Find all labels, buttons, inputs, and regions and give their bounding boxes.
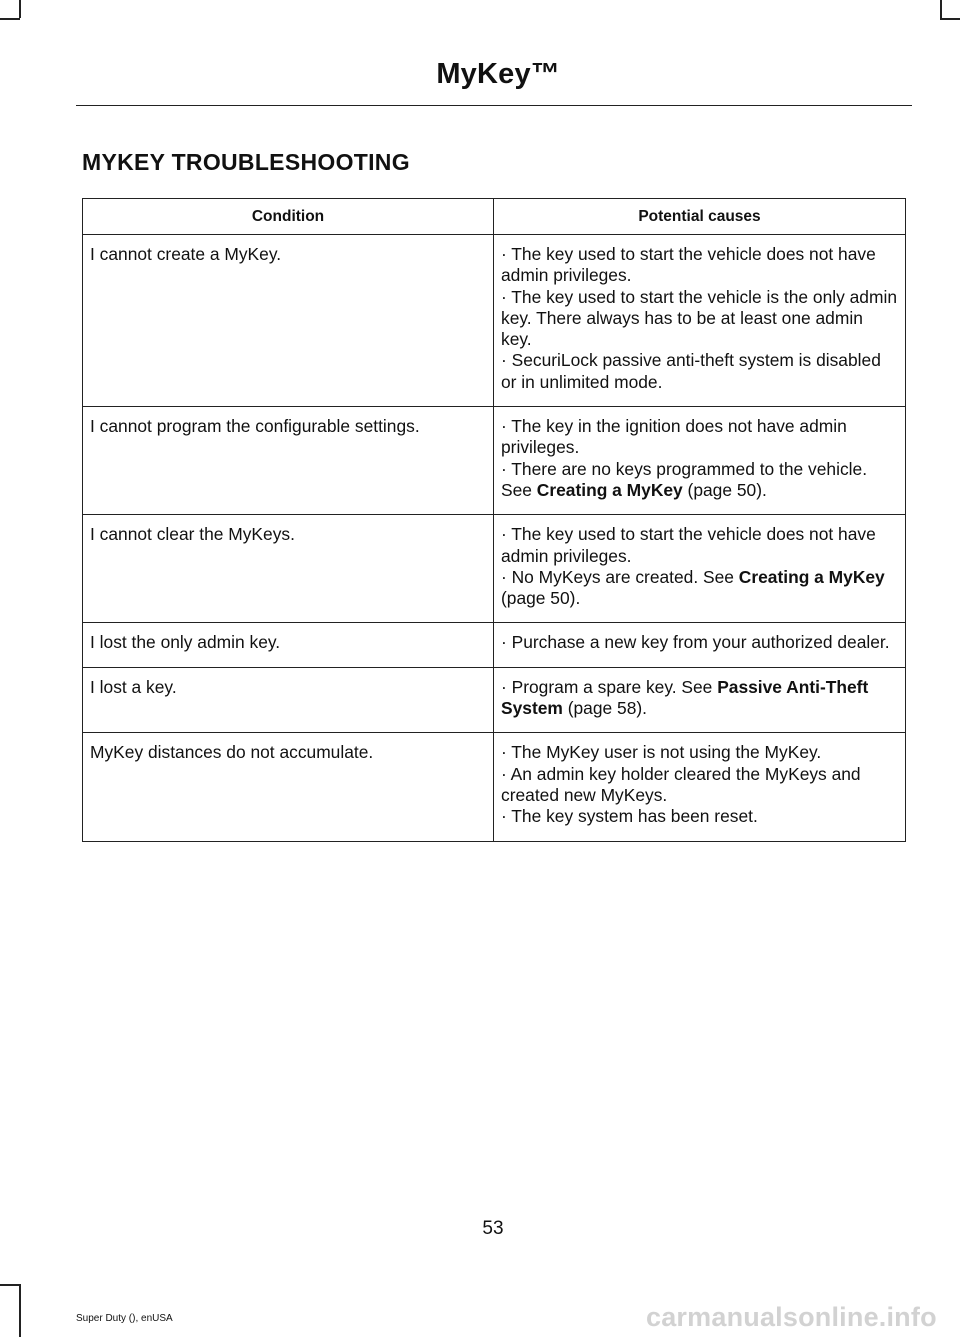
cause-line bbox=[501, 764, 898, 807]
potential-causes-cell bbox=[494, 515, 906, 623]
cause-text: · There are no keys programmed to the vehicle. See bbox=[501, 458, 868, 500]
cause-text: · The key used to start the vehicle does not have admin privileges. bbox=[501, 524, 876, 566]
table-row bbox=[83, 667, 906, 733]
crop-mark-top-left-h bbox=[0, 18, 20, 20]
cause-text: · The MyKey user is not using the MyKey. bbox=[501, 742, 822, 763]
cause-text: (page 50). bbox=[501, 588, 581, 609]
table-row bbox=[83, 515, 906, 623]
cause-line bbox=[501, 350, 898, 393]
cause-line bbox=[501, 244, 898, 287]
cause-text: · An admin key holder cleared the MyKeys and created new MyKeys. bbox=[501, 763, 861, 805]
cause-text: · The key used to start the vehicle is the only admin key. There always has to be at least one admin key. bbox=[501, 286, 898, 350]
cause-text: · Purchase a new key from your authorized dealer. bbox=[501, 632, 890, 653]
cause-line bbox=[501, 742, 898, 763]
crop-mark-bottom-left-v bbox=[19, 1284, 21, 1337]
cause-line bbox=[501, 287, 898, 351]
column-header-potential-causes: Potential causes bbox=[494, 199, 906, 235]
table-row bbox=[83, 733, 906, 841]
cause-text: · The key in the ignition does not have admin privileges. bbox=[501, 416, 847, 458]
column-header-condition: Condition bbox=[83, 199, 494, 235]
condition-cell: MyKey distances do not accumulate. bbox=[83, 733, 494, 841]
cause-text: · The key used to start the vehicle does not have admin privileges. bbox=[501, 244, 876, 286]
potential-causes-cell bbox=[494, 733, 906, 841]
cause-line bbox=[501, 524, 898, 567]
cross-reference-link: Creating a MyKey bbox=[536, 479, 683, 500]
condition-cell: I cannot create a MyKey. bbox=[83, 235, 494, 407]
cause-text: · SecuriLock passive anti-theft system is disabled or in unlimited mode. bbox=[501, 350, 881, 392]
cause-line bbox=[501, 806, 898, 827]
table-row bbox=[83, 235, 906, 407]
crop-mark-top-right-v bbox=[940, 0, 942, 18]
header-divider bbox=[76, 105, 912, 106]
cross-reference-link: Creating a MyKey bbox=[738, 566, 885, 587]
condition-cell: I lost the only admin key. bbox=[83, 623, 494, 667]
cause-line bbox=[501, 459, 898, 502]
condition-cell: I cannot clear the MyKeys. bbox=[83, 515, 494, 623]
table-row bbox=[83, 623, 906, 667]
cause-text: · The key system has been reset. bbox=[501, 806, 758, 827]
potential-causes-cell bbox=[494, 667, 906, 733]
table-body bbox=[83, 235, 906, 842]
potential-causes-cell bbox=[494, 235, 906, 407]
cause-text: · No MyKeys are created. See bbox=[501, 566, 739, 587]
potential-causes-cell bbox=[494, 407, 906, 515]
section-title: MYKEY TROUBLESHOOTING bbox=[82, 149, 410, 175]
troubleshooting-table bbox=[82, 198, 906, 842]
footer-text: Super Duty (), enUSA bbox=[76, 1313, 173, 1324]
condition-cell: I cannot program the configurable settings. bbox=[83, 407, 494, 515]
cause-line bbox=[501, 677, 898, 720]
page-number: 53 bbox=[482, 1218, 504, 1239]
cause-line bbox=[501, 567, 898, 610]
crop-mark-bottom-left-h bbox=[0, 1284, 20, 1286]
crop-mark-top-right-h bbox=[940, 18, 960, 20]
running-header-title: MyKey™ bbox=[436, 58, 560, 90]
watermark-text: carmanualsonline.info bbox=[646, 1302, 937, 1332]
cause-text: · Program a spare key. See bbox=[501, 676, 718, 697]
cause-text: (page 50). bbox=[682, 479, 767, 500]
potential-causes-cell bbox=[494, 623, 906, 667]
cause-text: (page 58). bbox=[562, 698, 647, 719]
table-row bbox=[83, 407, 906, 515]
table-header-row bbox=[83, 199, 906, 235]
cause-line bbox=[501, 632, 898, 653]
condition-cell: I lost a key. bbox=[83, 667, 494, 733]
crop-mark-top-left-v bbox=[19, 0, 21, 18]
cause-line bbox=[501, 416, 898, 459]
cross-reference-link: Passive Anti-Theft System bbox=[501, 676, 869, 719]
